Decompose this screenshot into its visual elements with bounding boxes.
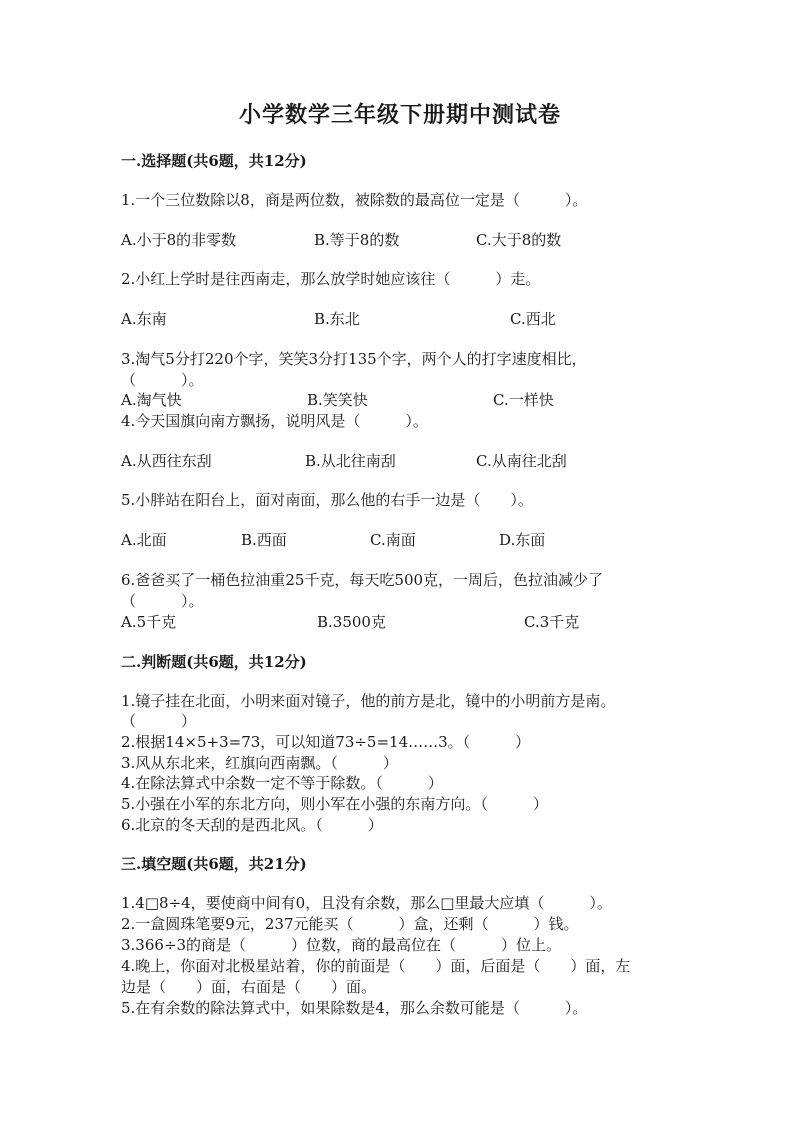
- option-b: B.西面: [241, 531, 287, 549]
- judge-item: 3.风从东北来，红旗向西南飘。（ ）: [121, 754, 398, 772]
- option-c: C.3千克: [524, 613, 580, 631]
- option-a: A.北面: [121, 531, 167, 549]
- option-b: B.笑笑快: [307, 391, 368, 409]
- fill-item: 3.366÷3的商是（ ）位数，商的最高位在（ ）位上。: [121, 936, 562, 954]
- option-c: C.大于8的数: [476, 231, 562, 249]
- judge-item: 5.小强在小军的东北方向，则小军在小强的东南方向。（ ）: [121, 795, 548, 813]
- question-stem: 6.爸爸买了一桶色拉油重25千克，每天吃500克，一周后，色拉油减少了: [121, 571, 604, 589]
- fill-item: 5.在有余数的除法算式中，如果除数是4，那么余数可能是（ ）。: [121, 999, 588, 1017]
- question-stem: 4.今天国旗向南方飘扬，说明风是（ ）。: [121, 412, 428, 430]
- option-b: B.从北往南刮: [305, 452, 396, 470]
- judge-item: 6.北京的冬天刮的是西北风。（ ）: [121, 816, 383, 834]
- question-stem: 5.小胖站在阳台上，面对南面，那么他的右手一边是（ ）。: [121, 491, 533, 509]
- option-a: A.5千克: [121, 613, 177, 631]
- fill-item-cont: 边是（ ）面，右面是（ ）面。: [121, 978, 377, 996]
- section-heading-judge: 二.判断题(共6题，共12分): [121, 653, 307, 671]
- option-b: B.等于8的数: [314, 231, 400, 249]
- option-a: A.淘气快: [121, 391, 182, 409]
- option-a: A.东南: [121, 310, 167, 328]
- option-a: A.从西往东刮: [121, 452, 212, 470]
- fill-item: 4.晚上，你面对北极星站着，你的前面是（ ）面，后面是（ ）面，左: [121, 957, 631, 975]
- option-a: A.小于8的非零数: [121, 231, 237, 249]
- option-d: D.东面: [499, 531, 546, 549]
- question-stem: 3.淘气5分打220个字，笑笑3分打135个字，两个人的打字速度相比，: [121, 350, 587, 368]
- judge-item: 4.在除法算式中余数一定不等于除数。（ ）: [121, 774, 443, 792]
- option-c: C.一样快: [493, 391, 554, 409]
- question-stem: 2.小红上学时是往西南走，那么放学时她应该往（ ）走。: [121, 270, 541, 288]
- question-stem-cont: （ ）。: [121, 371, 204, 389]
- judge-item: 1.镜子挂在北面，小明来面对镜子，他的前方是北，镜中的小明前方是南。: [121, 692, 616, 710]
- option-b: B.3500克: [317, 613, 386, 631]
- judge-item-cont: （ ）: [121, 712, 197, 730]
- question-stem-cont: （ ）。: [121, 592, 204, 610]
- fill-item: 1.4□8÷4，要使商中间有0，且没有余数，那么□里最大应填（ ）。: [121, 894, 612, 912]
- option-c: C.从南往北刮: [476, 452, 567, 470]
- question-stem: 1.一个三位数除以8，商是两位数，被除数的最高位一定是（ ）。: [121, 191, 588, 209]
- section-heading-fill: 三.填空题(共6题，共21分): [121, 855, 307, 873]
- option-c: C.南面: [370, 531, 416, 549]
- option-b: B.东北: [314, 310, 360, 328]
- option-c: C.西北: [510, 310, 556, 328]
- fill-item: 2.一盒圆珠笔要9元，237元能买（ ）盒，还剩（ ）钱。: [121, 915, 579, 933]
- judge-item: 2.根据14×5+3=73，可以知道73÷5=14……3。（ ）: [121, 733, 531, 751]
- section-heading-choice: 一.选择题(共6题，共12分): [121, 152, 307, 170]
- page-title: 小学数学三年级下册期中测试卷: [238, 102, 561, 128]
